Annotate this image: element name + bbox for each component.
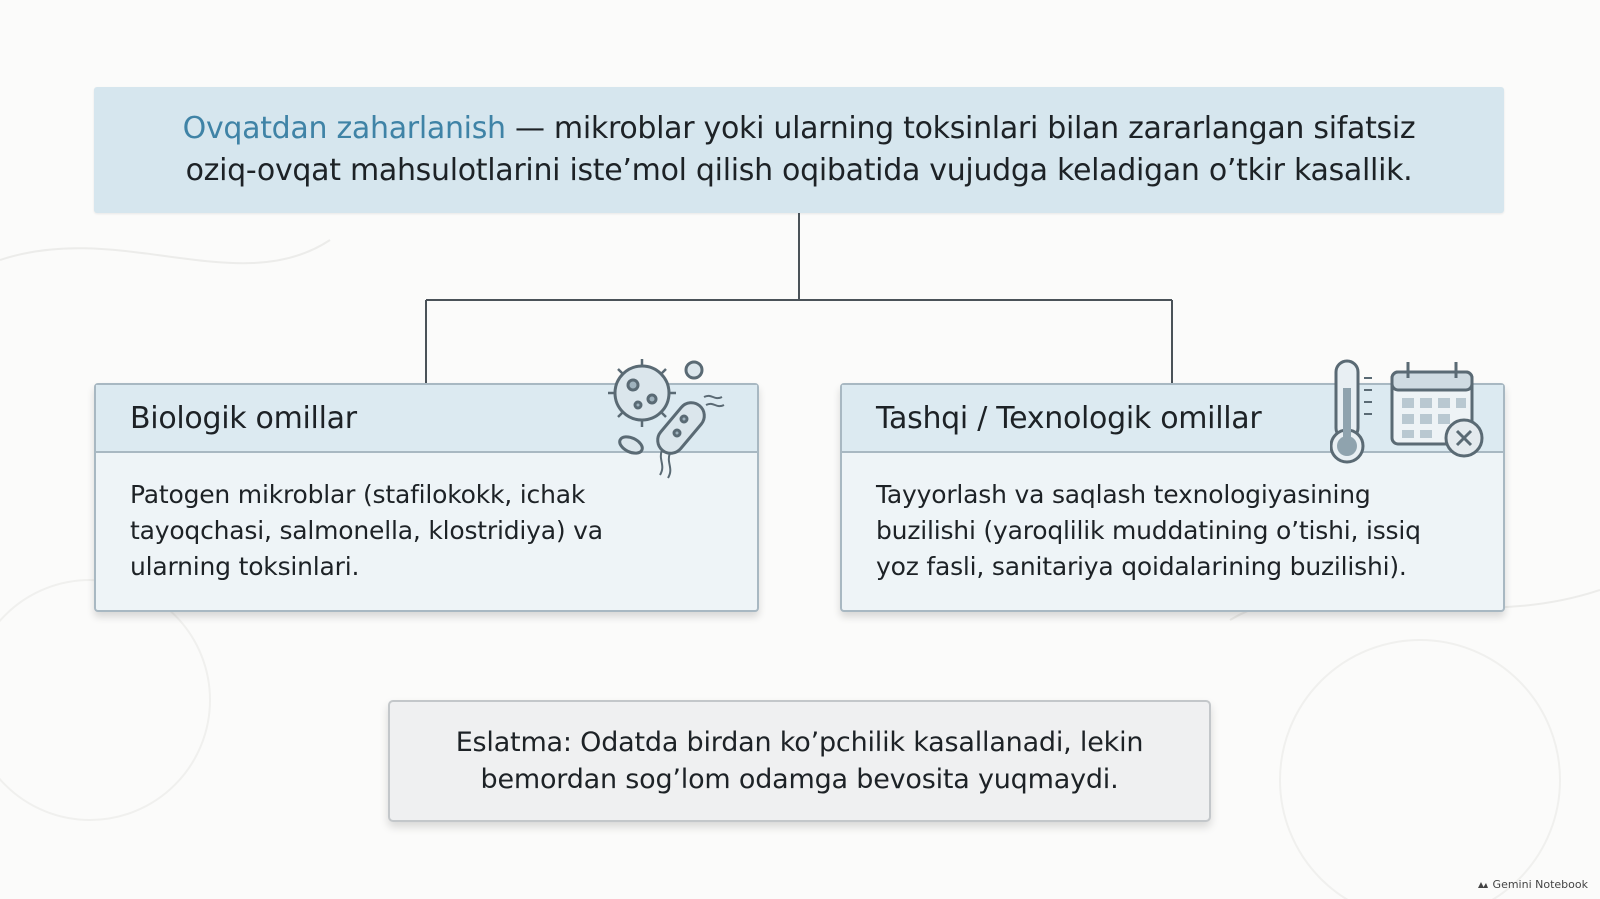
note-line1: Eslatma: Odatda birdan ko’pchilik kasallanadi, lekin (455, 727, 1144, 758)
card-title: Biologik omillar (130, 400, 357, 436)
card-title: Tashqi / Texnologik omillar (876, 400, 1262, 436)
note-line2: bemordan sog’lom odamga bevosita yuqmaydi. (480, 764, 1119, 795)
card-text-line: buzilishi (yaroqlilik muddatining o’tishi, issiq (876, 516, 1421, 545)
thermometer-icon (1331, 361, 1372, 462)
card-body (842, 453, 1503, 585)
card-text-line: tayoqchasi, salmonella, klostridiya) va (130, 516, 603, 545)
definition-line1: — mikroblar yoki ularning toksinlari bilan zararlangan sifatsiz (505, 111, 1416, 146)
calendar-icon (1392, 362, 1482, 456)
watermark (1477, 878, 1588, 891)
card-text-line: yoz fasli, sanitariya qoidalarining buzilishi). (876, 552, 1407, 581)
note-box (388, 700, 1211, 822)
definition-term: Ovqatdan zaharlanish (182, 111, 506, 146)
card-text-line: ularning toksinlari. (130, 552, 360, 581)
gemini-logo-icon (1477, 880, 1489, 889)
card-text-line: Tayyorlash va saqlash texnologiyasining (876, 480, 1371, 509)
bacteria-icon (600, 355, 740, 485)
definition-line2: oziq-ovqat mahsulotlarini iste’mol qilish oqibatida vujudga keladigan o’tkir kasallik. (185, 153, 1413, 188)
card-text-line: Patogen mikroblar (stafilokokk, ichak (130, 480, 586, 509)
note-text (456, 724, 1144, 798)
thermometer-calendar-icon (1330, 358, 1490, 468)
watermark-text: Gemini Notebook (1492, 878, 1588, 891)
